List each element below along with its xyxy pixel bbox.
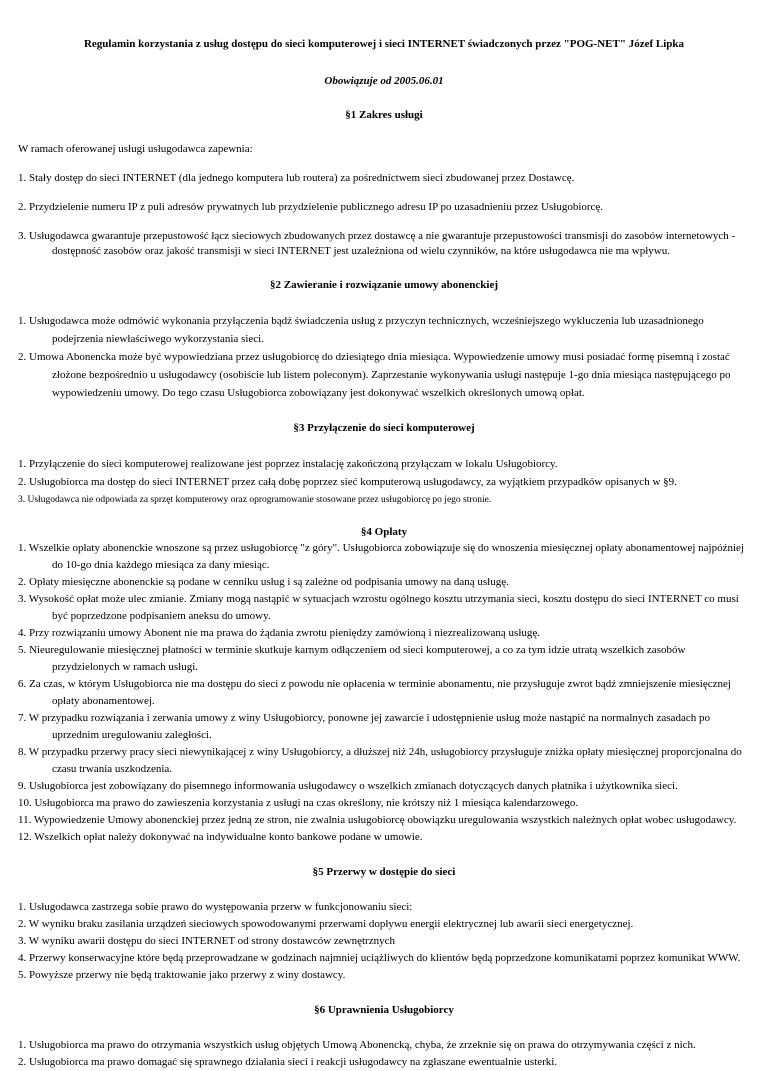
section-5-item: 1. Usługodawca zastrzega sobie prawo do występowania przerw w funkcjonowaniu sieci: <box>18 901 413 913</box>
section-6-heading: §6 Uprawnienia Usługobiorcy <box>314 1004 454 1016</box>
section-1-item: 2. Przydzielenie numeru IP z puli adresów prywatnych lub przydzielenie publicznego adresu IP po uzasadnieniu przez Usługobiorcę. <box>18 201 604 213</box>
section-3-item: 3. Usługodawca nie odpowiada za sprzęt komputerowy oraz oprogramowanie stosowane przez usługobiorcę po jego stronie. <box>18 495 492 505</box>
section-4-item: 5. Nieuregulowanie miesięcznej płatności w terminie skutkuje karnym odłączeniem od sieci komputerowej, a co za tym idzie utratą wszelkich zasobów przydzielonych w ramach usługi. <box>18 644 686 673</box>
section-5-item: 3. W wyniku awarii dostępu do sieci INTERNET od strony dostawców zewnętrznych <box>18 935 395 947</box>
section-4-heading: §4 Opłaty <box>360 526 408 538</box>
section-5-item: 4. Przerwy konserwacyjne które będą przeprowadzane w godzinach najmniej uciążliwych do klientów będą poprzedzone komunikatami poprzez komunikat WWW. <box>18 952 741 964</box>
section-6-item: 1. Usługobiorca ma prawo do otrzymania wszystkich usług objętych Umową Abonencką, chyba, że zrzeknie się on prawa do otrzymywania części z nich. <box>18 1039 696 1051</box>
section-2-item: 2. Umowa Abonencka może być wypowiedziana przez usługobiorcę do dziesiątego dnia miesiąca. Wypowiedzenie umowy musi posiadać formę pisemną i zostać złożone bezpośrednio u usługodawcy (osobiście lub listem poleconym). Zaprzestanie wykonywania usługi następuje 1-go dnia miesiąca następującego po wypowiedzeniu umowy. Do tego czasu Usługobiorca zobowiązany jest dokonywać wszelkich określonych umową opłat. <box>18 351 731 399</box>
section-5-heading: §5 Przerwy w dostępie do sieci <box>312 866 456 878</box>
section-6-list <box>18 1037 750 1071</box>
section-4-item: 1. Wszelkie opłaty abonenckie wnoszone są przez usługobiorcę "z góry". Usługobiorca zobowiązuje się do wnoszenia miesięcznej opłaty abonamentowej najpóźniej do 10-go dnia każdego miesiąca za dany miesiąc. <box>18 542 744 571</box>
section-1-item: 3. Usługodawca gwarantuje przepustowość łącz sieciowych zbudowanych przez dostawcę a nie gwarantuje przepustowości transmisji do zasobów internetowych - dostępność zasobów oraz jakość transmisji w sieci INTERNET jest uzależniona od wielu czynników, na które usługodawca nie ma wpływu. <box>18 230 736 257</box>
section-3-item: 2. Usługobiorca ma dostęp do sieci INTERNET przez całą dobę poprzez sieć komputerową usługodawcy, za wyjątkiem przypadków opisanych w §9. <box>18 476 677 488</box>
section-1-item: 1. Stały dostęp do sieci INTERNET (dla jednego komputera lub routera) za pośrednictwem sieci zbudowanej przez Dostawcę. <box>18 172 575 184</box>
section-3-heading: §3 Przyłączenie do sieci komputerowej <box>293 422 475 434</box>
document-title: Regulamin korzystania z usług dostępu do sieci komputerowej i sieci INTERNET świadczonych przez "POG-NET" Józef Lipka <box>83 38 684 50</box>
section-4-item: 11. Wypowiedzenie Umowy abonenckiej przez jedną ze stron, nie zwalnia usługobiorcę obowiązku uregulowania wszystkich należnych opłat wobec usługodawcy. <box>18 814 737 826</box>
section-1-intro: W ramach oferowanej usługi usługodawca zapewnia: <box>18 143 253 155</box>
section-2-list <box>18 312 750 402</box>
section-3-item: 1. Przyłączenie do sieci komputerowej realizowane jest poprzez instalację zakończoną przyłączam w lokalu Usługobiorcy. <box>18 458 558 470</box>
section-4-item: 12. Wszelkich opłat należy dokonywać na indywidualne konto bankowe podane w umowie. <box>18 831 423 843</box>
section-5-list <box>18 899 750 984</box>
effective-date: Obowiązuje od 2005.06.01 <box>324 75 444 87</box>
section-4-item: 9. Usługobiorca jest zobowiązany do pisemnego informowania usługodawcy o wszelkich zmianach dotyczących danych płatnika i użytkownika sieci. <box>18 780 678 792</box>
section-4-item: 2. Opłaty miesięczne abonenckie są podane w cenniku usług i są zależne od podpisania umowy na daną usługę. <box>18 576 509 588</box>
section-6-item: 2. Usługobiorca ma prawo domagać się sprawnego działania sieci i reakcji usługodawcy na zgłaszane ewentualnie usterki. <box>18 1056 558 1068</box>
section-2-item: 1. Usługodawca może odmówić wykonania przyłączenia bądź świadczenia usług z przyczyn technicznych, wcześniejszego wykluczenia lub uzasadnionego podejrzenia niewłaściwego wykorzystania sieci. <box>18 315 704 345</box>
section-4-item: 8. W przypadku przerwy pracy sieci niewynikającej z winy Usługobiorcy, a dłuższej niż 24h, usługobiorcy przysługuje zniżka opłaty miesięcznej proporcjonalna do czasu trwania uszkodzenia. <box>18 746 742 775</box>
section-4-item: 6. Za czas, w którym Usługobiorca nie ma dostępu do sieci z powodu nie opłacenia w terminie abonamentu, nie przysługuje zwrot bądź zmniejszenie miesięcznej opłaty abonamentowej. <box>18 678 731 707</box>
section-4-item: 10. Usługobiorca ma prawo do zawieszenia korzystania z usługi na czas określony, nie krótszy niż 1 miesiąca kalendarzowego. <box>18 797 579 809</box>
section-5-item: 5. Powyższe przerwy nie będą traktowanie jako przerwy z winy dostawcy. <box>18 969 346 981</box>
section-5-item: 2. W wyniku braku zasilania urządzeń sieciowych spowodowanymi przerwami dopływu energii elektrycznej lub awarii sieci energetycznej. <box>18 918 634 930</box>
section-4-item: 7. W przypadku rozwiązania i zerwania umowy z winy Usługobiorcy, ponowne jej zawarcie i udostępnienie usług może nastąpić na normalnych zasadach po uprzednim uregulowaniu zaległości. <box>18 712 710 741</box>
section-4-item: 4. Przy rozwiązaniu umowy Abonent nie ma prawa do żądania zwrotu pieniędzy zamówioną i niezrealizowaną usługę. <box>18 627 541 639</box>
section-4-item: 3. Wysokość opłat może ulec zmianie. Zmiany mogą nastąpić w sytuacjach wzrostu ogólnego kosztu utrzymania sieci, kosztu dostępu do sieci INTERNET co musi być poprzedzone podpisaniem aneksu do umowy. <box>18 593 739 622</box>
section-2-heading: §2 Zawieranie i rozwiązanie umowy abonenckiej <box>269 279 499 291</box>
section-4-list <box>18 540 750 846</box>
section-1-heading: §1 Zakres usługi <box>345 109 423 121</box>
section-3-list <box>18 455 750 509</box>
